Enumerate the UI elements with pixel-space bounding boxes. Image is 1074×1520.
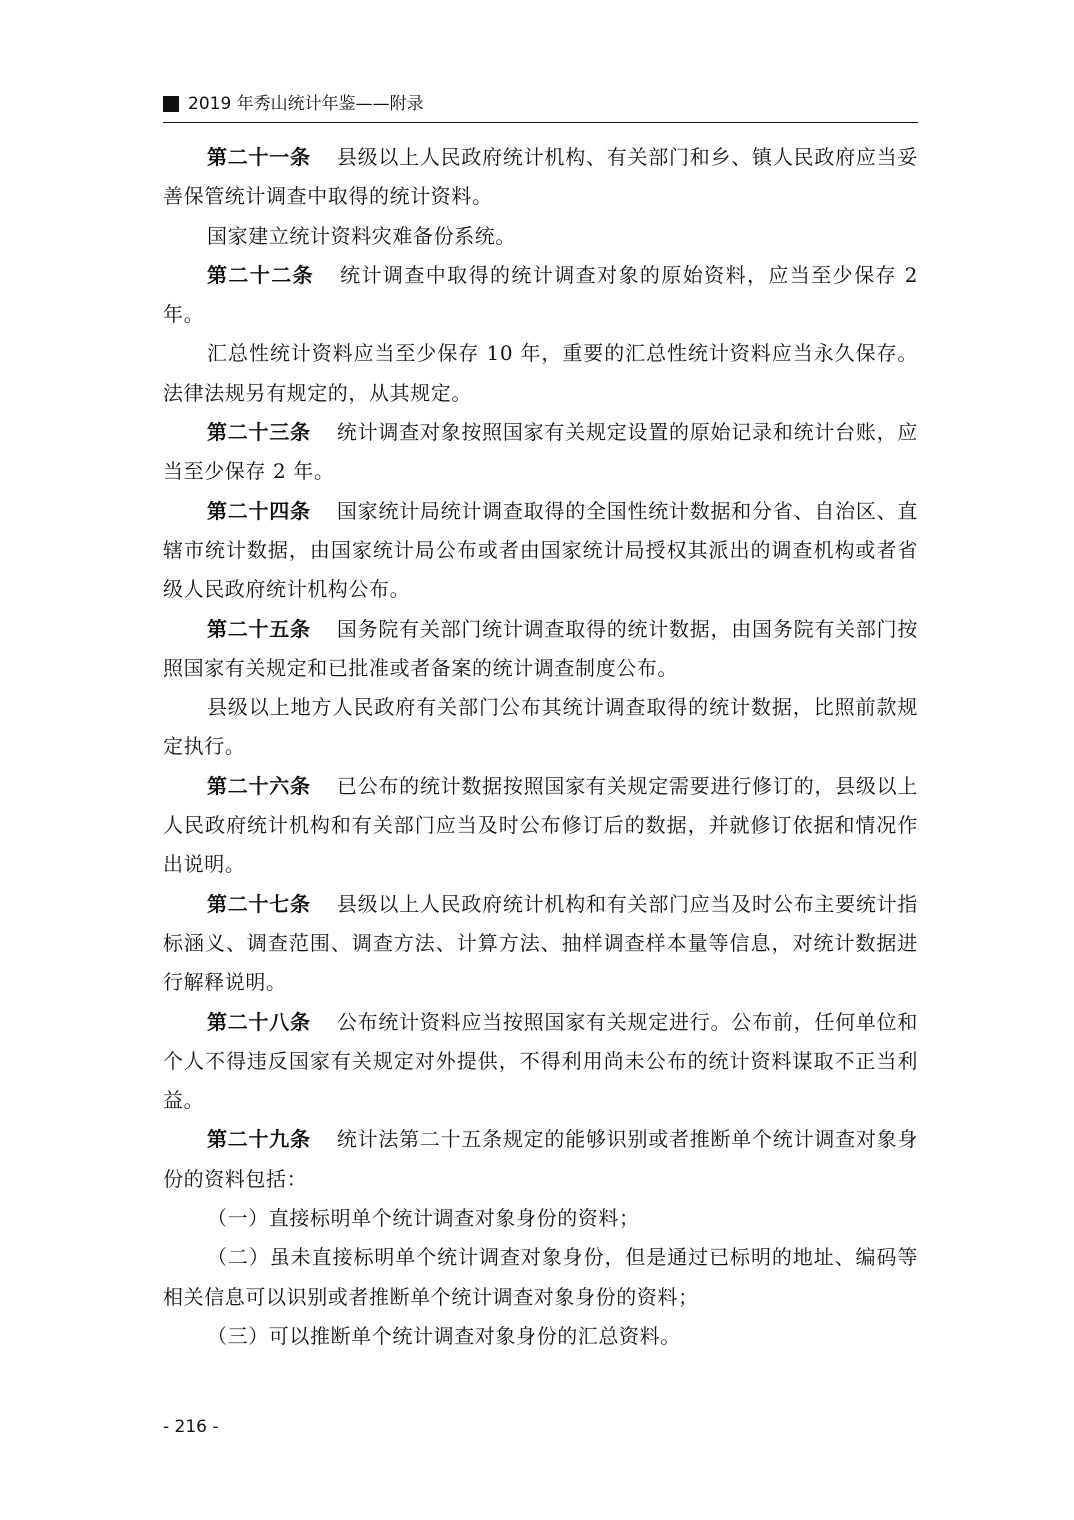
article-heading: 第二十七条	[207, 891, 311, 916]
header-title: 2019 年秀山统计年鉴——附录	[188, 94, 424, 114]
article-heading: 第二十九条	[207, 1127, 311, 1152]
article-heading: 第二十六条	[207, 773, 311, 798]
paragraph-text: 县级以上地方人民政府有关部门公布其统计调查取得的统计数据，比照前款规定执行。	[163, 695, 918, 759]
paragraph-text: （二）虽未直接标明单个统计调查对象身份，但是通过已标明的地址、编码等相关信息可以识别或者推断单个统计调查对象身份的资料；	[163, 1245, 918, 1309]
paragraph-text: （一）直接标明单个统计调查对象身份的资料；	[207, 1206, 640, 1231]
paragraph-text: 县级以上人民政府统计机构、有关部门和乡、镇人民政府应当妥善保管统计调查中取得的统计资料。	[163, 145, 918, 209]
paragraph-text: 县级以上人民政府统计机构和有关部门应当及时公布主要统计指标涵义、调查范围、调查方法、计算方法、抽样调查样本量等信息，对统计数据进行解释说明。	[163, 891, 918, 995]
paragraph-text: 国家统计局统计调查取得的全国性统计数据和分省、自治区、直辖市统计数据，由国家统计局公布或者由国家统计局授权其派出的调查机构或者省级人民政府统计机构公布。	[163, 498, 918, 602]
paragraph-text: （三）可以推断单个统计调查对象身份的汇总资料。	[207, 1323, 681, 1348]
paragraph-25	[163, 610, 918, 689]
paragraph-text: 统计调查对象按照国家有关规定设置的原始记录和统计台账，应当至少保存 2 年。	[163, 420, 918, 484]
paragraph-text: 统计调查中取得的统计调查对象的原始资料，应当至少保存 2 年。	[163, 262, 919, 327]
paragraph-text: 汇总性统计资料应当至少保存 10 年，重要的汇总性统计资料应当永久保存。法律法规另有规定的，从其规定。	[163, 341, 918, 405]
article-heading: 第二十八条	[207, 1009, 311, 1034]
article-heading: 第二十四条	[207, 498, 311, 523]
paragraph-22	[163, 256, 918, 335]
paragraph-22-2	[163, 334, 918, 413]
paragraph-28	[163, 1003, 918, 1121]
article-body	[163, 138, 918, 1356]
list-item	[163, 1238, 918, 1317]
paragraph-text: 国务院有关部门统计调查取得的统计数据，由国务院有关部门按照国家有关规定和已批准或者备案的统计调查制度公布。	[163, 616, 918, 680]
article-heading: 第二十三条	[207, 420, 311, 445]
list-item	[163, 1317, 918, 1356]
paragraph-25-2	[163, 688, 918, 767]
paragraph-26	[163, 767, 918, 885]
black-square-icon	[163, 96, 179, 112]
paragraph-text: 公布统计资料应当按照国家有关规定进行。公布前，任何单位和个人不得违反国家有关规定对外提供，不得利用尚未公布的统计资料谋取不正当利益。	[163, 1009, 918, 1113]
article-heading: 第二十二条	[207, 262, 315, 287]
running-header	[163, 94, 918, 123]
article-heading: 第二十一条	[207, 145, 311, 169]
paragraph-text: 已公布的统计数据按照国家有关规定需要进行修订的，县级以上人民政府统计机构和有关部门应当及时公布修订后的数据，并就修订依据和情况作出说明。	[163, 773, 918, 877]
paragraph-21-2	[163, 217, 918, 256]
page-number: - 216 -	[163, 1417, 219, 1437]
list-item	[163, 1199, 918, 1238]
paragraph-21	[163, 138, 918, 217]
article-heading: 第二十五条	[207, 616, 311, 641]
paragraph-24	[163, 492, 918, 610]
paragraph-29	[163, 1120, 918, 1199]
paragraph-27	[163, 885, 918, 1003]
paragraph-text: 统计法第二十五条规定的能够识别或者推断单个统计调查对象身份的资料包括：	[163, 1127, 918, 1191]
paragraph-text: 国家建立统计资料灾难备份系统。	[207, 223, 516, 248]
paragraph-23	[163, 413, 918, 492]
